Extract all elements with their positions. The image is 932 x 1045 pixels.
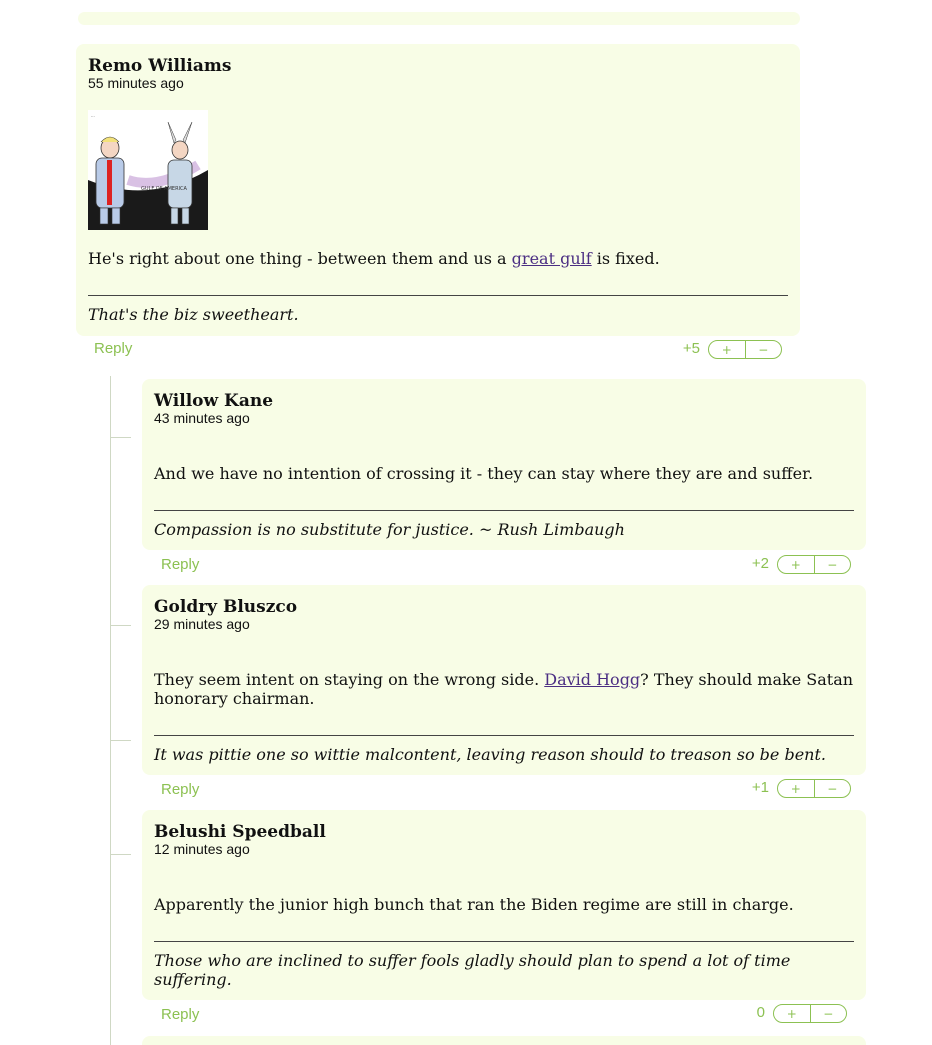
comment-signature: That's the biz sweetheart. [88, 305, 299, 324]
thread-connector [111, 625, 131, 626]
cartoon-caption: GULF OF AMERICA [141, 186, 187, 192]
cartoon-illustration [88, 110, 208, 230]
comment-card [142, 810, 866, 1000]
signature-divider [88, 295, 788, 296]
thread-connector [111, 437, 131, 438]
vote-control [708, 340, 782, 359]
next-comment-card [142, 1036, 866, 1045]
vote-control [777, 779, 851, 798]
comment-signature: Compassion is no substitute for justice. ~ Rush Limbaugh [154, 520, 625, 539]
signature-divider [154, 941, 854, 942]
comment-score: +5 [682, 340, 700, 357]
thread-line [110, 376, 111, 1045]
upvote-button[interactable]: + [709, 341, 746, 358]
comment-card [76, 44, 800, 336]
comment-timestamp: 29 minutes ago [154, 616, 250, 632]
comment-text: ? They should make Satan honorary chairman. [154, 670, 854, 708]
comment-text: He's right about one thing - between them and us a [88, 249, 512, 268]
thread-connector [111, 854, 131, 855]
comment-link[interactable]: great gulf [511, 249, 592, 268]
comment-timestamp: 12 minutes ago [154, 841, 250, 857]
upvote-button[interactable]: + [778, 556, 815, 573]
reply-button[interactable]: Reply [161, 1006, 200, 1023]
comment-body [88, 249, 788, 268]
comment-author[interactable]: Goldry Bluszco [154, 597, 298, 617]
vote-control [773, 1004, 847, 1023]
comment-text: is fixed. [591, 249, 660, 268]
comment-card [142, 379, 866, 550]
comment-author[interactable]: Belushi Speedball [154, 822, 326, 842]
reply-button[interactable]: Reply [161, 781, 200, 798]
vote-control [777, 555, 851, 574]
comment-signature: Those who are inclined to suffer fools gladly should plan to spend a lot of time suffering. [154, 951, 791, 989]
comment-card [142, 585, 866, 775]
thread-connector [111, 740, 131, 741]
comment-timestamp: 55 minutes ago [88, 75, 184, 91]
downvote-button[interactable]: − [827, 781, 838, 796]
comment-author[interactable]: Remo Williams [88, 56, 232, 76]
comment-body: Apparently the junior high bunch that ran the Biden regime are still in charge. [154, 895, 794, 914]
previous-comment-card [78, 12, 800, 25]
comment-text: They seem intent on staying on the wrong side. [154, 670, 545, 689]
comment-score: +1 [751, 779, 769, 796]
upvote-button[interactable]: + [778, 780, 815, 797]
reply-button[interactable]: Reply [161, 556, 200, 573]
downvote-button[interactable]: − [827, 557, 838, 572]
comment-score: 0 [756, 1004, 765, 1021]
signature-divider [154, 735, 854, 736]
comment-score: +2 [751, 555, 769, 572]
comment-link[interactable]: David Hogg [544, 670, 641, 689]
downvote-button[interactable]: − [758, 342, 769, 357]
comment-author[interactable]: Willow Kane [154, 391, 274, 411]
signature-divider [154, 510, 854, 511]
comment-timestamp: 43 minutes ago [154, 410, 250, 426]
reply-button[interactable]: Reply [94, 340, 133, 357]
upvote-button[interactable]: + [774, 1005, 811, 1022]
cartoon-image[interactable] [88, 110, 208, 230]
comment-body: And we have no intention of crossing it - they can stay where they are and suffer. [154, 464, 814, 483]
svg-text:...: ... [91, 113, 95, 118]
downvote-button[interactable]: − [823, 1006, 834, 1021]
comment-signature: It was pittie one so wittie malcontent, leaving reason should to treason so be bent. [154, 745, 826, 764]
comment-body [154, 670, 854, 708]
